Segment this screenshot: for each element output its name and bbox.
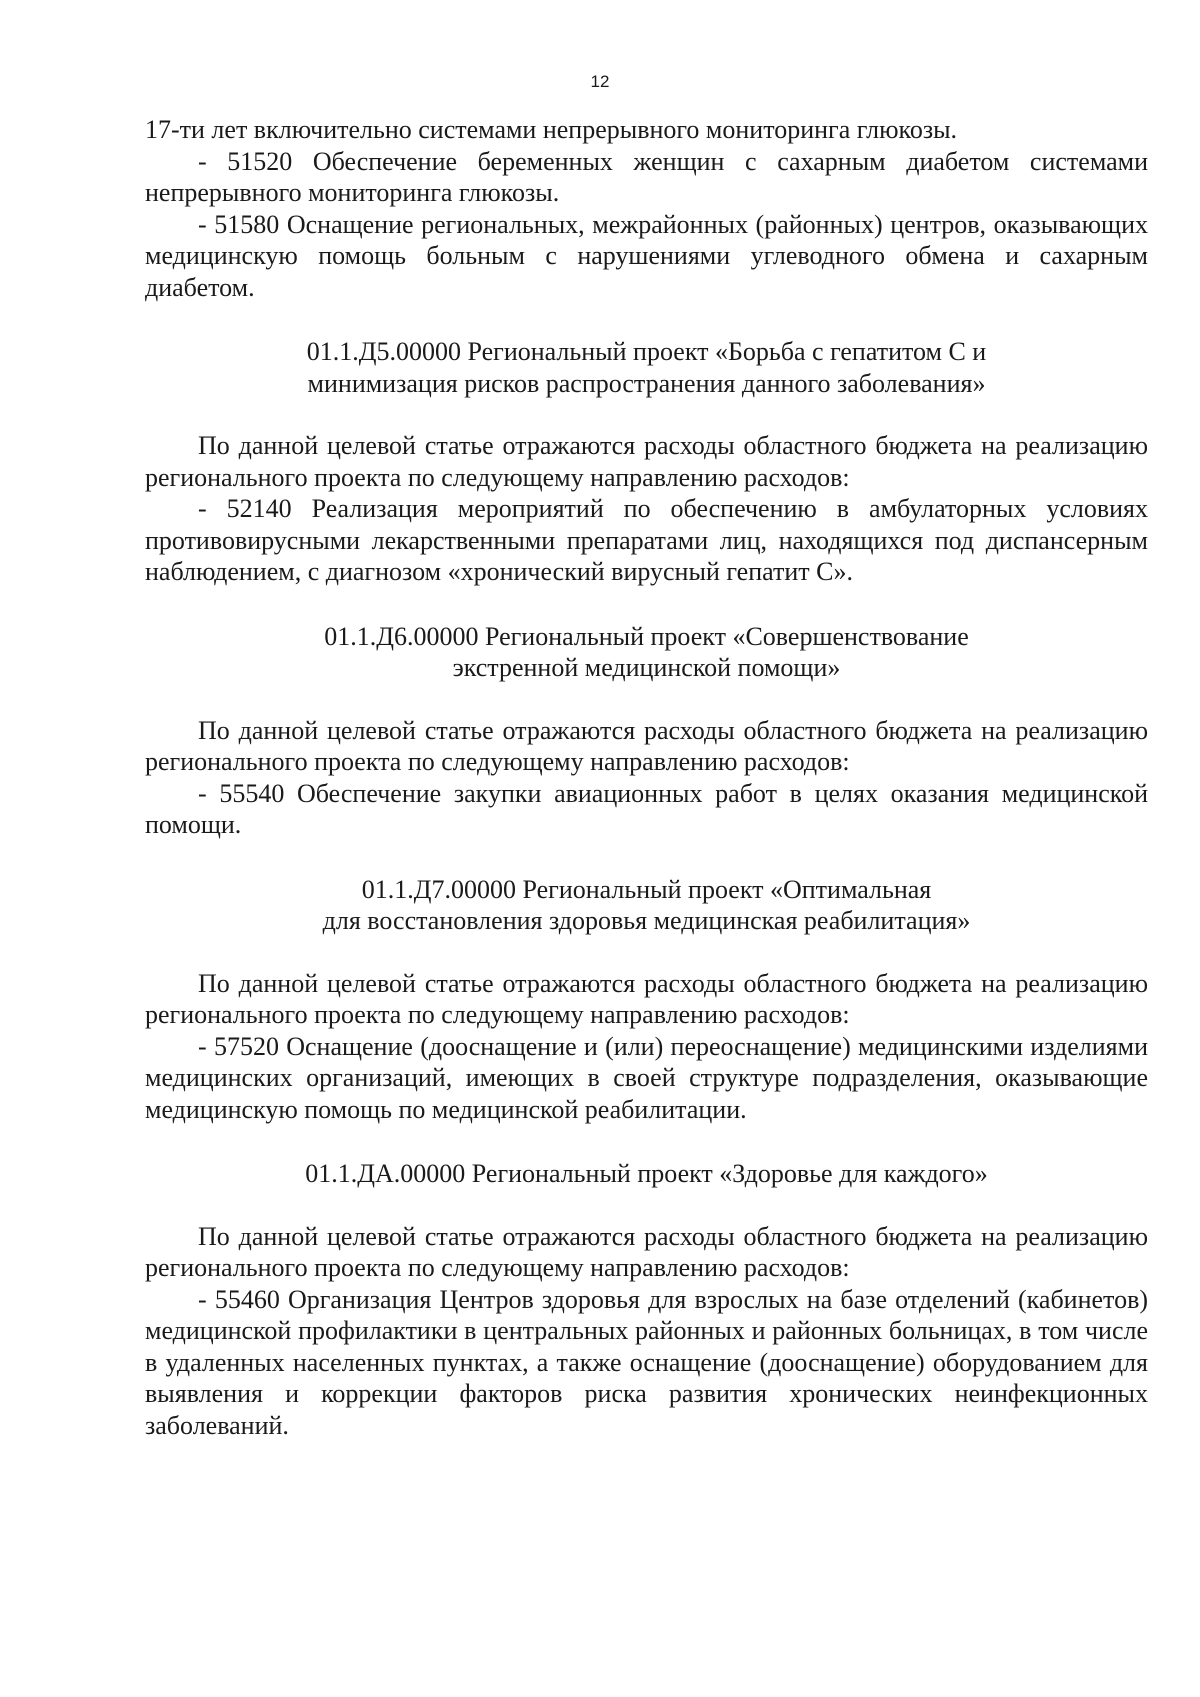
section-heading-line: минимизация рисков распространения данного заболевания»	[307, 368, 986, 398]
document-body	[145, 114, 1148, 1441]
section-lead-paragraph: По данной целевой статье отражаются расходы областного бюджета на реализацию регионального проекта по следующему направлению расходов:	[145, 715, 1148, 776]
section-heading-line: для восстановления здоровья медицинская реабилитация»	[322, 906, 971, 935]
section-item-52140: - 52140 Реализация мероприятий по обеспечению в амбулаторных условиях противовирусными лекарственными препаратами лиц, находящихся под диспансерным наблюдением, с диагнозом «хронический вирусный гепатит С».	[145, 494, 1148, 586]
intro-item-51520: - 51520 Обеспечение беременных женщин с сахарным диабетом системами непрерывного мониторинга глюкозы.	[145, 146, 1148, 207]
section-heading-d5	[145, 336, 1148, 399]
section-heading-d6	[145, 621, 1148, 684]
section-lead-paragraph: По данной целевой статье отражаются расходы областного бюджета на реализацию регионального проекта по следующему направлению расходов:	[145, 431, 1148, 492]
section-heading-line: 01.1.ДА.00000 Региональный проект «Здоровье для каждого»	[305, 1159, 988, 1188]
section-item-57520: - 57520 Оснащение (дооснащение и (или) переоснащение) медицинскими изделиями медицинских организаций, имеющих в своей структуре подразделения, оказывающие медицинскую помощь по медицинской реабилитации.	[145, 1031, 1148, 1124]
section-heading-d7	[145, 874, 1148, 937]
intro-paragraph-1: 17-ти лет включительно системами непрерывного мониторинга глюкозы.	[145, 115, 958, 144]
page-number: 12	[590, 72, 610, 91]
section-item-55460: - 55460 Организация Центров здоровья для взрослых на базе отделений (кабинетов) медицинской профилактики в центральных районных и районных больницах, в том числе в удаленных населенных пунктах, а также оснащение (дооснащение) оборудованием для выявления и коррекции факторов риска развития хронических неинфекционных заболеваний.	[145, 1284, 1148, 1440]
section-heading-da	[145, 1158, 1148, 1190]
section-item-55540: - 55540 Обеспечение закупки авиационных работ в целях оказания медицинской помощи.	[145, 778, 1148, 839]
section-heading-line: 01.1.Д5.00000 Региональный проект «Борьба с гепатитом С и	[306, 337, 987, 366]
section-lead-paragraph: По данной целевой статье отражаются расходы областного бюджета на реализацию регионального проекта по следующему направлению расходов:	[145, 1221, 1148, 1282]
intro-item-51580: - 51580 Оснащение региональных, межрайонных (районных) центров, оказывающих медицинскую помощь больным с нарушениями углеводного обмена и сахарным диабетом.	[145, 209, 1148, 302]
section-heading-line: 01.1.Д7.00000 Региональный проект «Оптимальная	[361, 874, 932, 904]
section-heading-line: экстренной медицинской помощи»	[452, 653, 841, 682]
section-lead-paragraph: По данной целевой статье отражаются расходы областного бюджета на реализацию регионального проекта по следующему направлению расходов:	[145, 968, 1148, 1029]
section-heading-line: 01.1.Д6.00000 Региональный проект «Совершенствование	[324, 621, 969, 651]
